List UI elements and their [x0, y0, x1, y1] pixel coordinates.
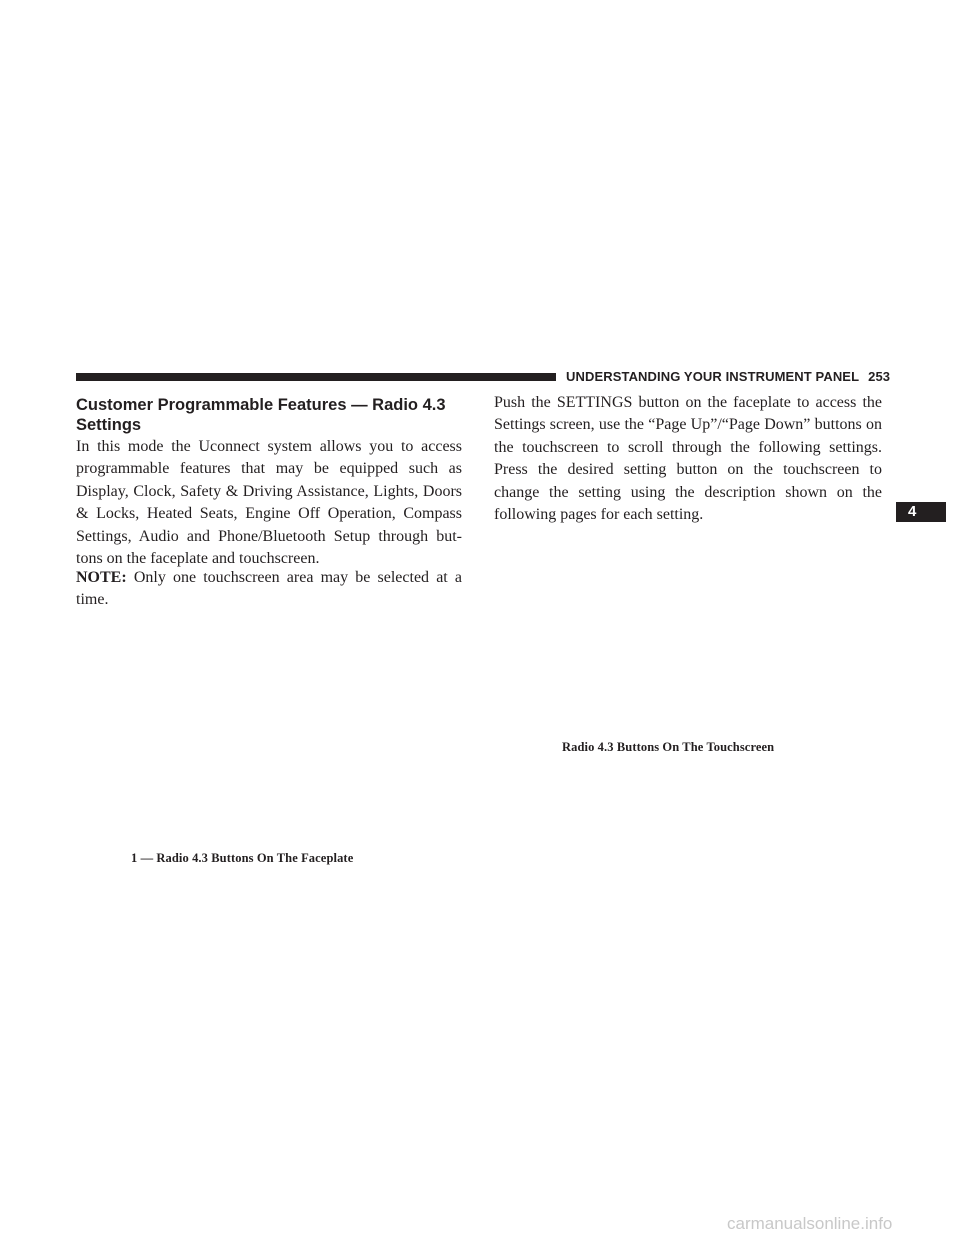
settings-paragraph: Push the SETTINGS button on the faceplate to access the Settings screen, use the “Page Up”/“Page Down” buttons on the touchscreen to scroll through the following settings. Press the desired setting button on the touchscreen to change the setting using the description shown on the following pages for each setting.: [494, 394, 882, 524]
header-rule: [76, 373, 556, 381]
section-title: Customer Programmable Features — Radio 4.3 Settings: [76, 396, 446, 434]
running-title: UNDERSTANDING YOUR INSTRUMENT PANEL: [566, 369, 860, 384]
page-number: 253: [868, 369, 891, 384]
touchscreen-figure-caption: Radio 4.3 Buttons On The Touchscreen: [562, 740, 775, 754]
chapter-tab: 4: [896, 502, 946, 522]
watermark: carmanualsonline.info: [727, 1214, 893, 1233]
note-text: Only one touchscreen area may be selected at a time.: [76, 569, 462, 609]
faceplate-figure-caption: 1 — Radio 4.3 Buttons On The Faceplate: [131, 851, 354, 865]
running-header: [566, 369, 890, 384]
intro-paragraph: In this mode the Uconnect system allows you to access programmable features that may be equipped such as Display, Clock, Safety & Driving Assistance, Lights, Doors & Locks, Heated Seats, Engine Off Operation, Compass Settings, Audio and Phone/Bluetooth Setup through but-tons on the faceplate and touchscreen.: [76, 438, 462, 568]
note-paragraph: [76, 567, 462, 612]
note-label: NOTE:: [76, 569, 127, 586]
